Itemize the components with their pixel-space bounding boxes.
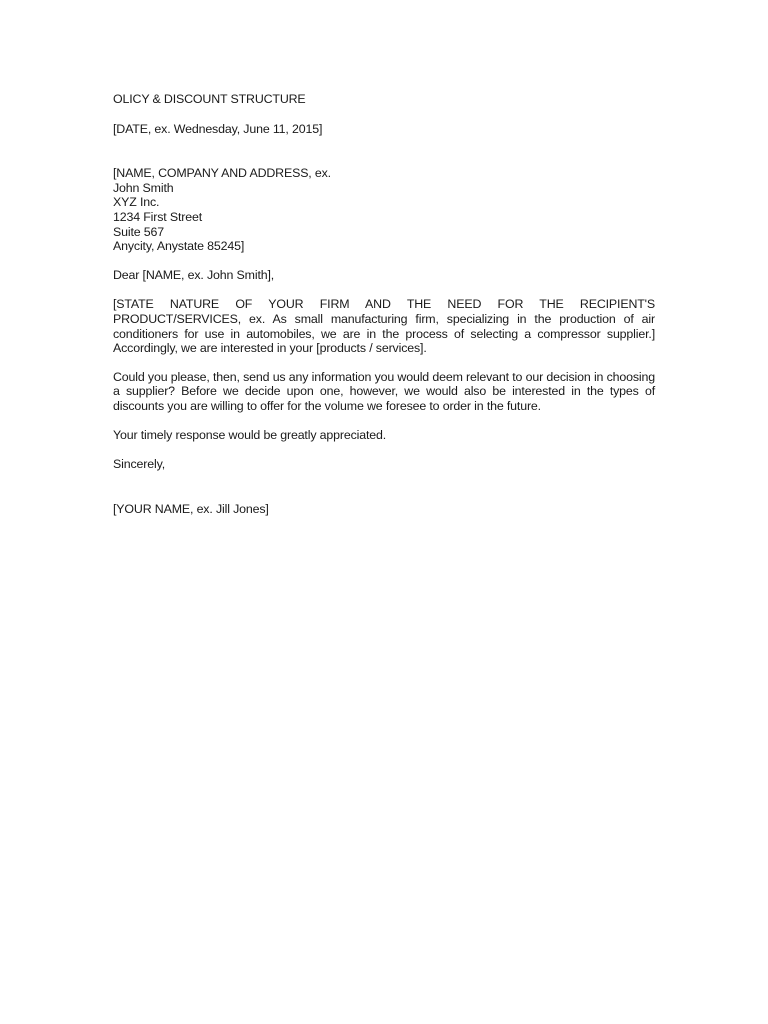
letter-body <box>113 92 655 516</box>
letter-date: [DATE, ex. Wednesday, June 11, 2015] <box>113 121 323 136</box>
address-line: [NAME, COMPANY AND ADDRESS, ex. <box>113 166 331 181</box>
body-paragraph-1: [STATE NATURE OF YOUR FIRM AND THE NEED FOR THE RECIPIENT'S PRODUCT/SERVICES, ex. As small manufacturing firm, specializing in the production of air conditioners for use in automobiles, we are in the process of selecting a compressor supplier.] Accordingly, we are interested in your [products / services]. <box>113 297 655 356</box>
recipient-address-block <box>113 166 655 254</box>
closing: Sincerely, <box>113 457 165 472</box>
letter-heading: OLICY & DISCOUNT STRUCTURE <box>113 92 306 106</box>
signature: [YOUR NAME, ex. Jill Jones] <box>113 501 269 516</box>
address-line: XYZ Inc. <box>113 195 160 210</box>
address-line: Anycity, Anystate 85245] <box>113 239 245 254</box>
body-paragraph-2: Could you please, then, send us any information you would deem relevant to our decision in choosing a supplier? Before we decide upon one, however, we would also be interested in the types of discounts you are willing to offer for the volume we foresee to order in the future. <box>113 369 655 413</box>
body-paragraph-3: Your timely response would be greatly appreciated. <box>113 427 387 442</box>
salutation: Dear [NAME, ex. John Smith], <box>113 267 275 282</box>
address-line: Suite 567 <box>113 224 165 239</box>
address-line: John Smith <box>113 180 174 195</box>
address-line: 1234 First Street <box>113 209 203 224</box>
